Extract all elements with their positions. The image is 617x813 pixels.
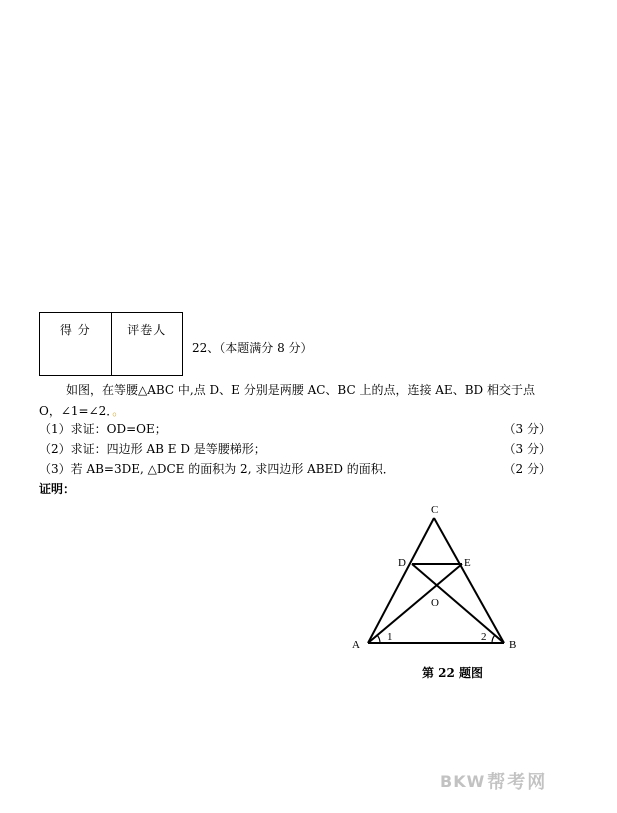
score-table xyxy=(39,312,183,376)
grader-cell: 评卷人 xyxy=(111,313,183,375)
part-3-points: （2 分） xyxy=(503,462,551,476)
label-angle-1: 1 xyxy=(387,631,393,643)
part-3-text: （3）若 AB=3DE, △DCE 的面积为 2, 求四边形 ABED 的面积． xyxy=(39,462,395,476)
score-cell: 得 分 xyxy=(59,323,91,337)
figure-caption: 第 22 题图 xyxy=(422,666,484,680)
segment-ae xyxy=(368,564,462,643)
segment-bd xyxy=(412,564,504,643)
label-c: C xyxy=(431,504,439,516)
label-b: B xyxy=(509,639,517,651)
intro-line-2 xyxy=(39,402,124,419)
watermark-logo xyxy=(440,768,547,794)
part-1-text: （1）求证：OD=OE； xyxy=(39,422,167,436)
watermark-chinese: 帮考网 xyxy=(487,772,548,793)
intro-dot: 。 xyxy=(112,404,125,418)
label-a: A xyxy=(352,639,360,651)
intro-line-2-text: O，∠1=∠2． xyxy=(39,404,113,418)
intro-line-1: 如图，在等腰△ABC 中,点 D、E 分别是两腰 AC、BC 上的点，连接 AE、BD 相交于点 xyxy=(66,383,535,397)
proof-label: 证明： xyxy=(39,482,76,496)
label-o: O xyxy=(431,597,439,609)
part-1-points: （3 分） xyxy=(503,422,551,436)
side-bc xyxy=(434,518,504,643)
label-angle-2: 2 xyxy=(481,631,487,643)
label-e: E xyxy=(464,557,471,569)
side-ac xyxy=(368,518,434,643)
part-2-text: （2）求证：四边形 AB E D 是等腰梯形； xyxy=(39,442,266,456)
question-header: 22、（本题满分 8 分） xyxy=(192,341,313,355)
watermark-latin: BKW xyxy=(440,771,486,791)
angle-2-arc xyxy=(492,635,495,643)
triangle-figure xyxy=(340,500,540,660)
label-d: D xyxy=(398,557,406,569)
angle-1-arc xyxy=(377,635,380,643)
part-2-points: （3 分） xyxy=(503,442,551,456)
